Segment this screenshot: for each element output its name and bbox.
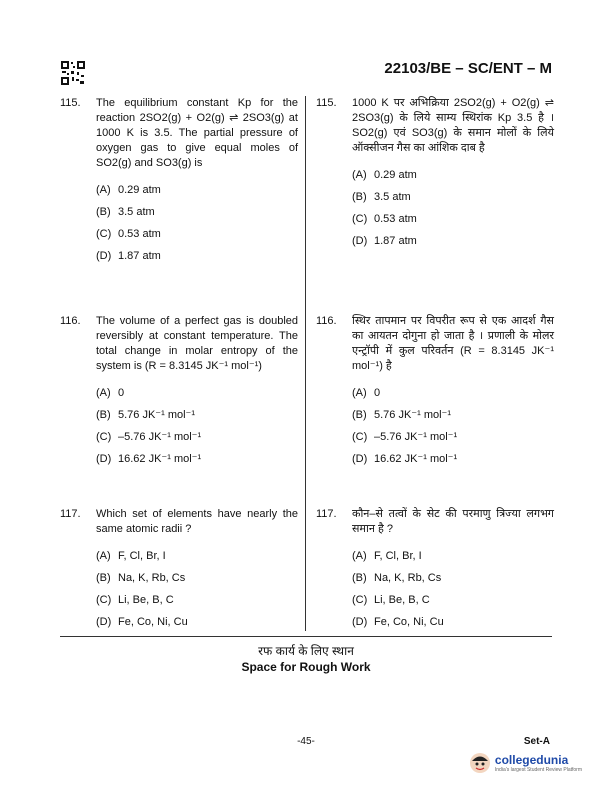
options: [352, 164, 554, 252]
option-c: (C) 0.53 atm: [96, 227, 161, 240]
question-text: कौन–से तत्वों के सेट की परमाणु त्रिज्या लगभग समान है ?: [352, 508, 554, 535]
option-b: (B) 3.5 atm: [96, 205, 155, 218]
question-116-hindi: [316, 314, 554, 470]
question-number: 117.: [60, 508, 81, 520]
question-text: The equilibrium constant Kp for the reaction 2SO2(g) + O2(g) ⇌ 2SO3(g) at 1000 K is 3.5. The partial pressure of oxygen gas to give equal moles of SO2(g) and SO3(g) is: [96, 97, 298, 169]
question-text: स्थिर तापमान पर विपरीत रूप से एक आदर्श गैस का आयतन दोगुना हो जाता है । प्रणाली के मोलर एन्ट्रॉपी में कुल परिवर्तन (R = 8.3145 JK⁻¹ mol⁻¹) है: [352, 315, 554, 372]
section-divider: [60, 636, 552, 637]
column-divider: [305, 96, 306, 631]
option-a: (A) F, Cl, Br, I: [96, 549, 166, 562]
options: [96, 382, 298, 470]
option-b: (B) 5.76 JK⁻¹ mol⁻¹: [352, 408, 452, 421]
rough-work-hindi: रफ कार्य के लिए स्थान: [258, 644, 354, 658]
set-label: Set-A: [523, 736, 550, 747]
options: [96, 179, 298, 267]
option-b: (B) 5.76 JK⁻¹ mol⁻¹: [96, 408, 196, 421]
option-c: (C) Li, Be, B, C: [352, 593, 430, 606]
question-number: 116.: [316, 315, 337, 327]
option-d: (D) 1.87 atm: [96, 249, 161, 262]
option-d: (D) Fe, Co, Ni, Cu: [352, 615, 444, 628]
question-number: 116.: [60, 315, 81, 327]
option-a: (A) F, Cl, Br, I: [352, 549, 422, 562]
option-c: (C) –5.76 JK⁻¹ mol⁻¹: [96, 430, 202, 443]
option-b: (B) Na, K, Rb, Cs: [352, 571, 442, 584]
question-text: Which set of elements have nearly the same atomic radii ?: [96, 508, 298, 535]
paper-code: 22103/BE – SC/ENT – M: [384, 60, 552, 77]
question-116: [60, 314, 298, 470]
question-text: 1000 K पर अभिक्रिया 2SO2(g) + O2(g) ⇌ 2SO3(g) के लिये साम्य स्थिरांक Kp 3.5 है । SO2(g) एवं SO3(g) के समान मोलों के लिये ऑक्सीजन गैस का आंशिक दाब है: [352, 97, 554, 154]
question-115-hindi: [316, 96, 554, 252]
logo-text: collegedunia: [494, 753, 569, 767]
option-b: (B) Na, K, Rb, Cs: [96, 571, 186, 584]
question-117: [60, 507, 298, 633]
question-number: 117.: [316, 508, 337, 520]
option-a: (A) 0.29 atm: [352, 168, 417, 181]
option-a: (A) 0: [96, 386, 125, 399]
option-a: (A) 0.29 atm: [96, 183, 161, 196]
option-d: (D) 16.62 JK⁻¹ mol⁻¹: [352, 452, 458, 465]
rough-work-english: Space for Rough Work: [241, 660, 371, 674]
qr-code: [60, 60, 86, 86]
option-d: (D) 16.62 JK⁻¹ mol⁻¹: [96, 452, 202, 465]
page-number: -45-: [297, 736, 315, 747]
question-number: 115.: [316, 97, 337, 109]
question-115: [60, 96, 298, 267]
logo-tagline: India's largest Student Review Platform: [494, 767, 582, 773]
option-d: (D) 1.87 atm: [352, 234, 417, 247]
options: [96, 545, 298, 633]
option-c: (C) 0.53 atm: [352, 212, 417, 225]
option-a: (A) 0: [352, 386, 381, 399]
question-117-hindi: [316, 507, 554, 633]
question-text: The volume of a perfect gas is doubled reversibly at constant temperature. The total change in molar entropy of the system is (R = 8.3145 JK⁻¹ mol⁻¹): [96, 315, 298, 372]
options: [352, 545, 554, 633]
mascot-icon: [469, 752, 491, 774]
option-d: (D) Fe, Co, Ni, Cu: [96, 615, 188, 628]
question-number: 115.: [60, 97, 81, 109]
option-b: (B) 3.5 atm: [352, 190, 411, 203]
collegedunia-logo: [469, 752, 582, 774]
option-c: (C) –5.76 JK⁻¹ mol⁻¹: [352, 430, 458, 443]
option-c: (C) Li, Be, B, C: [96, 593, 174, 606]
options: [352, 382, 554, 470]
